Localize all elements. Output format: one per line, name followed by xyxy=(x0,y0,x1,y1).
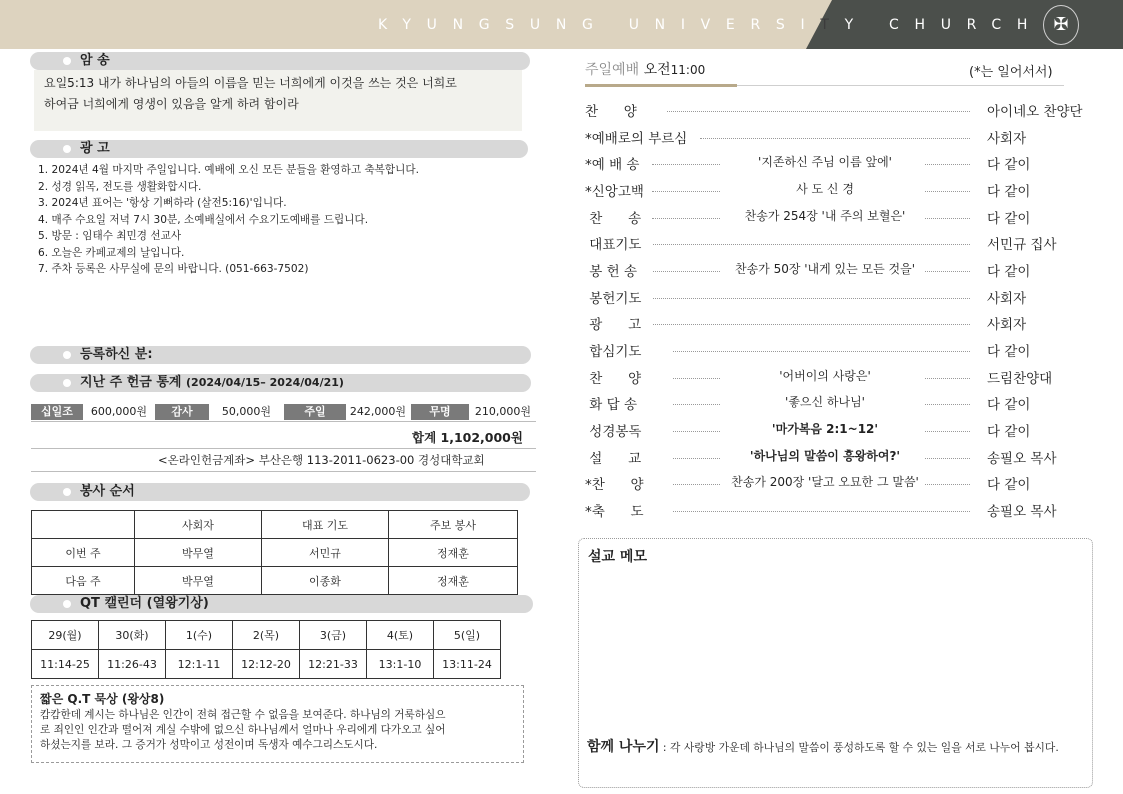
worship-order-item xyxy=(585,260,1095,282)
dotted-leader xyxy=(673,431,720,432)
worship-order-item xyxy=(585,500,1095,522)
order-item-person: 사회자 xyxy=(987,291,1027,307)
church-title: KYUNGSUNG UNIVERSITY CHURCH xyxy=(378,17,1044,33)
offering-value: 600,000원 xyxy=(90,405,147,418)
worship-order-item xyxy=(585,100,1095,122)
order-item-name: 광 고 xyxy=(585,317,642,333)
worship-order-item xyxy=(585,367,1095,389)
dotted-leader xyxy=(925,404,970,405)
order-item-person: 아이네오 찬양단 xyxy=(987,104,1083,120)
list-item: 5. 방문 : 임태수 최민경 선교사 xyxy=(38,230,182,242)
table-row: 이번 주 박무열 서민규 정재훈 xyxy=(32,539,518,567)
order-item-person: 다 같이 xyxy=(987,397,1031,413)
order-item-person: 다 같이 xyxy=(987,157,1031,173)
dotted-leader xyxy=(652,164,720,165)
order-item-name: *예배로의 부르심 xyxy=(585,131,688,147)
worship-order-item xyxy=(585,153,1095,175)
dotted-leader xyxy=(673,484,720,485)
memo-title: 설교 메모 xyxy=(588,549,647,565)
order-item-name: 봉헌기도 xyxy=(585,291,642,307)
list-item: 1. 2024년 4월 마지막 주일입니다. 예배에 오신 모든 분들을 환영하고 축복합니다. xyxy=(38,164,419,176)
table-row: 다음 주 박무열 이종화 정재훈 xyxy=(32,567,518,595)
worship-order-item xyxy=(585,393,1095,415)
order-item-person: 송필오 목사 xyxy=(987,504,1057,520)
dotted-leader xyxy=(653,324,970,325)
order-item-name: *신앙고백 xyxy=(585,184,644,200)
order-item-person: 다 같이 xyxy=(987,424,1031,440)
order-item-content: '마가복음 2:1~12' xyxy=(771,422,879,436)
dotted-leader xyxy=(653,244,970,245)
qt-calendar-heading: QT 캘린더 (열왕기상) xyxy=(30,595,533,613)
divider xyxy=(31,421,536,422)
worship-order-item xyxy=(585,313,1095,335)
order-item-name: 화 답 송 xyxy=(585,397,637,413)
offering-label: 주일 xyxy=(284,404,346,420)
order-item-person: 서민규 집사 xyxy=(987,237,1057,253)
share-text: 함께 나누기 : 각 사랑방 가운데 하나님의 말씀이 풍성하도록 할 수 있는 일을 서로 나누어 봅시다. xyxy=(587,739,1059,755)
dotted-leader xyxy=(925,191,970,192)
order-item-person: 다 같이 xyxy=(987,344,1031,360)
offering-label: 십일조 xyxy=(31,404,83,420)
divider xyxy=(737,85,1064,86)
order-item-name: 합심기도 xyxy=(585,344,642,360)
table-row: 사회자 대표 기도 주보 봉사 xyxy=(32,511,518,539)
worship-order-item xyxy=(585,127,1095,149)
dotted-leader xyxy=(925,164,970,165)
title-underline xyxy=(585,84,737,87)
order-item-name: 설 교 xyxy=(585,451,642,467)
dotted-leader xyxy=(925,484,970,485)
offering-row xyxy=(31,404,536,420)
qt-meditation-box: 짧은 Q.T 묵상 (왕상8) 캄캄한데 계시는 하나님은 인간이 전혀 접근할 수 없음을 보여준다. 하나님의 거룩하심으 로 죄인인 인간과 떨어져 계실 수밖에 없으신 하나님께서 얼마나 우리에게 다가오고 싶어 하셨는지를 보라. 그 증거가 성막이고 성전이며 독생자 예수그리스도시다. xyxy=(31,685,524,763)
order-item-name: 성경봉독 xyxy=(585,424,642,440)
order-item-name: *축 도 xyxy=(585,504,644,520)
order-item-name: *예 배 송 xyxy=(585,157,640,173)
dotted-leader xyxy=(673,351,970,352)
order-item-name: 찬 양 xyxy=(585,371,642,387)
order-item-content: 사 도 신 경 xyxy=(796,182,854,196)
university-emblem-icon: ✠ xyxy=(1043,5,1079,45)
order-item-name: 찬 송 xyxy=(585,211,642,227)
table-row: 11:14-25 11:26-43 12:1-11 12:12-20 12:21-33 13:1-10 13:11-24 xyxy=(32,650,501,679)
dotted-leader xyxy=(925,218,970,219)
dotted-leader xyxy=(653,271,720,272)
list-item: 7. 주차 등록은 사무실에 문의 바랍니다. (051-663-7502) xyxy=(38,263,309,275)
order-item-person: 사회자 xyxy=(987,131,1027,147)
worship-order-item xyxy=(585,420,1095,442)
dotted-leader xyxy=(925,458,970,459)
dotted-leader xyxy=(673,458,720,459)
order-item-content: '어버이의 사랑은' xyxy=(779,369,871,383)
service-order-heading: 봉사 순서 xyxy=(30,483,530,501)
order-item-person: 송필오 목사 xyxy=(987,451,1057,467)
dotted-leader xyxy=(700,138,970,139)
offering-value: 242,000원 xyxy=(349,405,406,418)
worship-order-item xyxy=(585,180,1095,202)
qt-calendar-table xyxy=(31,620,501,679)
order-item-content: 찬송가 254장 '내 주의 보혈은' xyxy=(744,209,906,223)
dotted-leader xyxy=(925,431,970,432)
divider xyxy=(31,471,536,472)
announcements-heading: 광 고 xyxy=(30,140,528,158)
offering-account: <온라인헌금계좌> 부산은행 113-2011-0623-00 경성대학교회 xyxy=(158,453,485,467)
worship-order-item xyxy=(585,207,1095,229)
list-item: 6. 오늘은 카페교제의 날입니다. xyxy=(38,246,185,259)
offering-total: 합계 1,102,000원 xyxy=(412,430,523,445)
order-item-person: 다 같이 xyxy=(987,211,1031,227)
order-item-content: 찬송가 50장 '내게 있는 모든 것을' xyxy=(734,262,916,276)
dotted-leader xyxy=(673,404,720,405)
order-item-name: 찬 양 xyxy=(585,104,637,120)
list-item: 4. 매주 수요일 저녁 7시 30분, 소예배실에서 수요기도예배를 드립니다. xyxy=(38,213,369,226)
meditation-title: 짧은 Q.T 묵상 (왕상8) xyxy=(40,692,165,706)
offering-heading: 지난 주 헌금 통계 (2024/04/15– 2024/04/21) xyxy=(30,374,531,392)
offering-value: 210,000원 xyxy=(474,405,531,418)
worship-order-item xyxy=(585,447,1095,469)
dotted-leader xyxy=(652,218,720,219)
worship-order-item xyxy=(585,340,1095,362)
list-item: 2. 성경 읽목, 전도를 생활화합시다. xyxy=(38,180,202,193)
dotted-leader xyxy=(653,298,970,299)
recitation-verse: 요일5:13 내가 하나님의 아들의 이름을 믿는 너희에게 이것을 쓰는 것은 너희로 하여금 너희에게 영생이 있음을 알게 하려 함이라 xyxy=(34,70,522,131)
order-item-person: 다 같이 xyxy=(987,184,1031,200)
order-item-content: '하나님의 말씀이 흥왕하여?' xyxy=(749,449,901,463)
order-item-person: 드림찬양대 xyxy=(987,371,1053,387)
dotted-leader xyxy=(673,511,970,512)
order-item-name: 봉 헌 송 xyxy=(585,264,637,280)
worship-order-item xyxy=(585,287,1095,309)
divider xyxy=(31,448,536,449)
offering-label: 감사 xyxy=(155,404,209,420)
announcements-list xyxy=(38,162,419,278)
standing-note: (*는 일어서서) xyxy=(969,65,1053,80)
order-item-name: 대표기도 xyxy=(585,237,642,253)
dotted-leader xyxy=(673,378,720,379)
order-item-content: 찬송가 200장 '달고 오묘한 그 말씀' xyxy=(731,475,919,489)
worship-order-item xyxy=(585,233,1095,255)
worship-order-item xyxy=(585,473,1095,495)
table-row: 29(월) 30(화) 1(수) 2(목) 3(금) 4(토) 5(일) xyxy=(32,621,501,650)
order-item-content: '지존하신 주님 이름 앞에' xyxy=(758,155,892,169)
service-order-table xyxy=(31,510,518,595)
dotted-leader xyxy=(652,191,720,192)
registered-heading: 등록하신 분: xyxy=(30,346,531,364)
dotted-leader xyxy=(667,111,970,112)
order-item-name: *찬 양 xyxy=(585,477,644,493)
order-item-content: '좋으신 하나님' xyxy=(785,395,865,409)
offering-label: 무명 xyxy=(411,404,469,420)
recitation-heading: 암 송 xyxy=(30,52,530,70)
dotted-leader xyxy=(925,271,970,272)
offering-value: 50,000원 xyxy=(221,405,271,418)
dotted-leader xyxy=(925,378,970,379)
worship-title: 주일예배 오전11:00 xyxy=(585,62,706,78)
order-item-person: 사회자 xyxy=(987,317,1027,333)
order-item-person: 다 같이 xyxy=(987,477,1031,493)
list-item: 3. 2024년 표어는 '항상 기뻐하라 (살전5:16)'입니다. xyxy=(38,197,287,209)
order-item-person: 다 같이 xyxy=(987,264,1031,280)
